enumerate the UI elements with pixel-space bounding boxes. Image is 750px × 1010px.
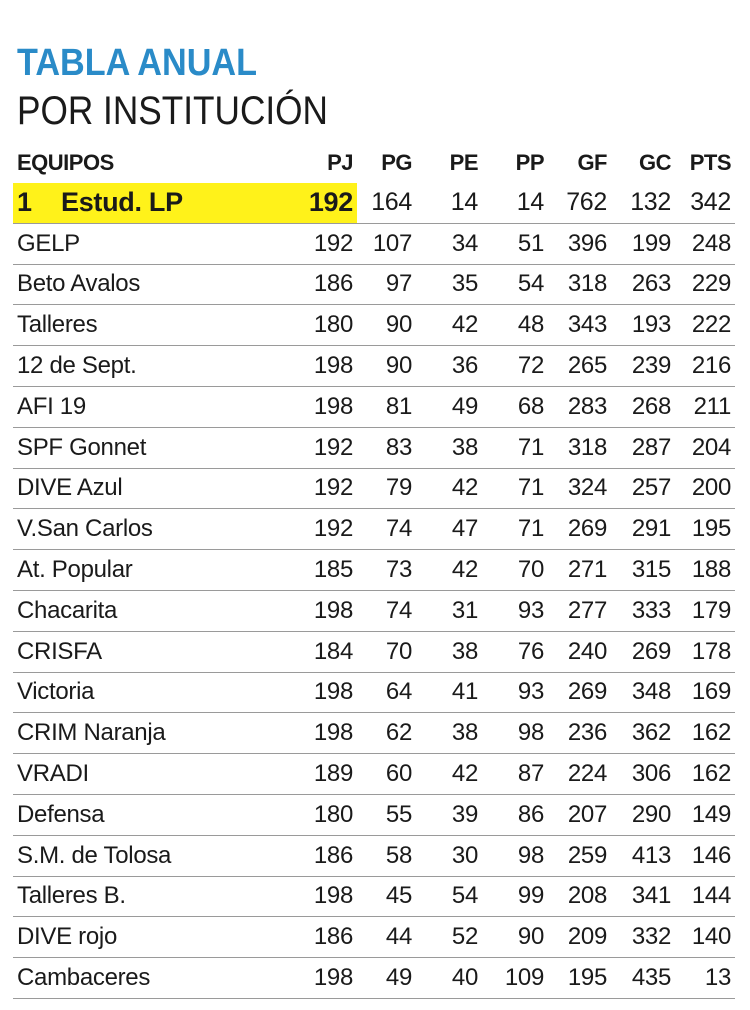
team-cell — [13, 958, 259, 999]
team-name: Beto Avalos — [17, 270, 141, 298]
pe-cell: 49 — [416, 386, 482, 427]
pe-cell: 38 — [416, 631, 482, 672]
gf-cell: 324 — [548, 468, 611, 509]
gf-cell: 208 — [548, 876, 611, 917]
pg-cell: 58 — [357, 835, 416, 876]
pp-cell: 72 — [482, 346, 548, 387]
gf-cell: 283 — [548, 386, 611, 427]
team-cell — [13, 672, 259, 713]
pj-cell: 192 — [259, 223, 357, 264]
pg-cell: 74 — [357, 590, 416, 631]
team-cell — [13, 223, 259, 264]
pts-cell: 222 — [675, 305, 735, 346]
table-row — [13, 754, 735, 795]
pg-cell: 83 — [357, 427, 416, 468]
gf-cell: 277 — [548, 590, 611, 631]
column-header-pe: PE — [449, 150, 478, 175]
gc-cell: 333 — [611, 590, 675, 631]
gf-cell: 396 — [548, 223, 611, 264]
pj-cell: 198 — [259, 713, 357, 754]
pj-cell: 198 — [259, 590, 357, 631]
team-cell — [13, 468, 259, 509]
gf-cell: 259 — [548, 835, 611, 876]
table-row — [13, 468, 735, 509]
pts-cell: 200 — [675, 468, 735, 509]
gc-cell: 413 — [611, 835, 675, 876]
pg-cell: 97 — [357, 264, 416, 305]
pts-cell: 149 — [675, 794, 735, 835]
pj-cell: 192 — [259, 427, 357, 468]
team-name: GELP — [17, 229, 80, 257]
pj-cell: 198 — [259, 958, 357, 999]
pp-cell: 93 — [482, 672, 548, 713]
table-row-leader — [13, 183, 735, 223]
pj-cell: 186 — [259, 917, 357, 958]
team-cell — [13, 794, 259, 835]
pe-cell: 42 — [416, 550, 482, 591]
pe-cell: 31 — [416, 590, 482, 631]
pj-cell: 198 — [259, 876, 357, 917]
gf-cell: 224 — [548, 754, 611, 795]
table-row — [13, 835, 735, 876]
team-cell — [13, 713, 259, 754]
team-cell — [13, 386, 259, 427]
team-name: 12 de Sept. — [17, 352, 137, 380]
pts-cell: 211 — [675, 386, 735, 427]
title-line-1: TABLA ANUAL — [17, 42, 257, 84]
pj-cell: 186 — [259, 835, 357, 876]
gf-cell: 269 — [548, 672, 611, 713]
table-body — [13, 183, 735, 998]
rank-number: 1 — [17, 187, 32, 218]
table-row — [13, 590, 735, 631]
pg-cell: 64 — [357, 672, 416, 713]
pts-cell: 248 — [675, 223, 735, 264]
pe-cell: 39 — [416, 794, 482, 835]
pts-cell: 13 — [675, 958, 735, 999]
team-name: SPF Gonnet — [17, 433, 147, 461]
pp-cell: 87 — [482, 754, 548, 795]
pts-cell: 229 — [675, 264, 735, 305]
column-header-pg: PG — [381, 150, 412, 175]
table-row — [13, 876, 735, 917]
pp-cell: 54 — [482, 264, 548, 305]
pj-cell: 198 — [259, 346, 357, 387]
pts-cell: 179 — [675, 590, 735, 631]
table-row — [13, 713, 735, 754]
pp-cell: 71 — [482, 427, 548, 468]
team-name: CRISFA — [17, 637, 102, 665]
table-row — [13, 223, 735, 264]
pe-cell: 47 — [416, 509, 482, 550]
pts-cell: 216 — [675, 346, 735, 387]
team-cell — [13, 590, 259, 631]
team-cell — [13, 346, 259, 387]
pp-cell: 14 — [482, 183, 548, 223]
pj-cell: 180 — [259, 794, 357, 835]
gc-cell: 287 — [611, 427, 675, 468]
pts-cell: 144 — [675, 876, 735, 917]
column-header-gf: GF — [577, 150, 607, 175]
team-name: DIVE rojo — [17, 923, 118, 951]
gc-cell: 193 — [611, 305, 675, 346]
gf-cell: 343 — [548, 305, 611, 346]
pts-cell: 188 — [675, 550, 735, 591]
pg-cell: 62 — [357, 713, 416, 754]
pe-cell: 42 — [416, 754, 482, 795]
gf-cell: 271 — [548, 550, 611, 591]
pp-cell: 93 — [482, 590, 548, 631]
pg-cell: 73 — [357, 550, 416, 591]
pts-cell: 162 — [675, 754, 735, 795]
gf-cell: 207 — [548, 794, 611, 835]
team-name: AFI 19 — [17, 392, 86, 420]
team-cell — [13, 427, 259, 468]
gc-cell: 315 — [611, 550, 675, 591]
pj-cell: 186 — [259, 264, 357, 305]
pe-cell: 36 — [416, 346, 482, 387]
pts-cell: 195 — [675, 509, 735, 550]
pp-cell: 98 — [482, 835, 548, 876]
team-cell — [13, 305, 259, 346]
team-name: Cambaceres — [17, 964, 151, 992]
pj-cell: 198 — [259, 386, 357, 427]
team-cell — [13, 917, 259, 958]
pe-cell: 41 — [416, 672, 482, 713]
pp-cell: 76 — [482, 631, 548, 672]
pp-cell: 71 — [482, 468, 548, 509]
pts-cell: 204 — [675, 427, 735, 468]
pp-cell: 68 — [482, 386, 548, 427]
team-name: Defensa — [17, 800, 105, 828]
pe-cell: 54 — [416, 876, 482, 917]
pts-cell: 162 — [675, 713, 735, 754]
pj-cell: 192 — [259, 509, 357, 550]
team-cell — [13, 509, 259, 550]
column-header-pj: PJ — [327, 150, 353, 175]
pts-cell: 146 — [675, 835, 735, 876]
team-cell — [13, 183, 259, 223]
pg-cell: 70 — [357, 631, 416, 672]
pg-cell: 81 — [357, 386, 416, 427]
gc-cell: 199 — [611, 223, 675, 264]
gc-cell: 257 — [611, 468, 675, 509]
gf-cell: 269 — [548, 509, 611, 550]
table-row — [13, 305, 735, 346]
gf-cell: 318 — [548, 427, 611, 468]
pj-cell: 184 — [259, 631, 357, 672]
table-row — [13, 509, 735, 550]
column-header-pts: PTS — [689, 150, 731, 175]
gc-cell: 263 — [611, 264, 675, 305]
pp-cell: 109 — [482, 958, 548, 999]
team-cell — [13, 631, 259, 672]
column-header-equipos: EQUIPOS — [17, 150, 114, 175]
pp-cell: 86 — [482, 794, 548, 835]
gc-cell: 435 — [611, 958, 675, 999]
pts-cell: 178 — [675, 631, 735, 672]
pp-cell: 51 — [482, 223, 548, 264]
pe-cell: 40 — [416, 958, 482, 999]
pg-cell: 164 — [357, 183, 416, 223]
table-row — [13, 550, 735, 591]
pts-cell: 342 — [675, 183, 735, 223]
gf-cell: 240 — [548, 631, 611, 672]
pg-cell: 107 — [357, 223, 416, 264]
gf-cell: 195 — [548, 958, 611, 999]
pg-cell: 90 — [357, 346, 416, 387]
pg-cell: 79 — [357, 468, 416, 509]
gc-cell: 268 — [611, 386, 675, 427]
team-name: S.M. de Tolosa — [17, 841, 172, 869]
table-row — [13, 346, 735, 387]
column-header-pp: PP — [515, 150, 544, 175]
team-name: VRADI — [17, 760, 89, 788]
table-row — [13, 958, 735, 999]
pp-cell: 98 — [482, 713, 548, 754]
pe-cell: 52 — [416, 917, 482, 958]
pts-cell: 140 — [675, 917, 735, 958]
team-name: DIVE Azul — [17, 474, 123, 502]
pg-cell: 74 — [357, 509, 416, 550]
gc-cell: 290 — [611, 794, 675, 835]
pp-cell: 70 — [482, 550, 548, 591]
pp-cell: 90 — [482, 917, 548, 958]
pj-cell: 189 — [259, 754, 357, 795]
team-cell — [13, 876, 259, 917]
team-cell — [13, 550, 259, 591]
pe-cell: 42 — [416, 468, 482, 509]
pj-cell: 192 — [259, 468, 357, 509]
standings-table — [13, 143, 735, 999]
team-name: CRIM Naranja — [17, 719, 166, 747]
table-row — [13, 386, 735, 427]
team-cell — [13, 264, 259, 305]
table-row — [13, 264, 735, 305]
pe-cell: 42 — [416, 305, 482, 346]
pp-cell: 71 — [482, 509, 548, 550]
gc-cell: 348 — [611, 672, 675, 713]
pj-cell: 198 — [259, 672, 357, 713]
pg-cell: 55 — [357, 794, 416, 835]
pe-cell: 14 — [416, 183, 482, 223]
pp-cell: 48 — [482, 305, 548, 346]
gc-cell: 239 — [611, 346, 675, 387]
team-name: Chacarita — [17, 596, 118, 624]
team-cell — [13, 835, 259, 876]
gf-cell: 265 — [548, 346, 611, 387]
table-row — [13, 794, 735, 835]
pg-cell: 60 — [357, 754, 416, 795]
column-header-gc: GC — [639, 150, 671, 175]
pe-cell: 38 — [416, 713, 482, 754]
gf-cell: 762 — [548, 183, 611, 223]
gf-cell: 318 — [548, 264, 611, 305]
gc-cell: 332 — [611, 917, 675, 958]
pe-cell: 35 — [416, 264, 482, 305]
gf-cell: 236 — [548, 713, 611, 754]
pj-cell: 180 — [259, 305, 357, 346]
pe-cell: 34 — [416, 223, 482, 264]
gf-cell: 209 — [548, 917, 611, 958]
team-name: Victoria — [17, 678, 95, 706]
pg-cell: 90 — [357, 305, 416, 346]
pts-cell: 169 — [675, 672, 735, 713]
team-name: Talleres B. — [17, 882, 126, 910]
table-row — [13, 631, 735, 672]
pj-cell: 185 — [259, 550, 357, 591]
gc-cell: 341 — [611, 876, 675, 917]
pg-cell: 45 — [357, 876, 416, 917]
pg-cell: 44 — [357, 917, 416, 958]
team-name: At. Popular — [17, 556, 133, 584]
gc-cell: 306 — [611, 754, 675, 795]
table-row — [13, 672, 735, 713]
title-line-2: POR INSTITUCIÓN — [17, 89, 328, 133]
team-name: Estud. LP — [61, 187, 183, 218]
team-name: Talleres — [17, 311, 98, 339]
table-row — [13, 917, 735, 958]
gc-cell: 132 — [611, 183, 675, 223]
header-row — [13, 143, 735, 183]
pe-cell: 30 — [416, 835, 482, 876]
team-cell — [13, 754, 259, 795]
pe-cell: 38 — [416, 427, 482, 468]
table-row — [13, 427, 735, 468]
pg-cell: 49 — [357, 958, 416, 999]
team-name: V.San Carlos — [17, 515, 153, 543]
gc-cell: 362 — [611, 713, 675, 754]
pp-cell: 99 — [482, 876, 548, 917]
gc-cell: 269 — [611, 631, 675, 672]
pj-cell: 192 — [259, 183, 357, 223]
gc-cell: 291 — [611, 509, 675, 550]
